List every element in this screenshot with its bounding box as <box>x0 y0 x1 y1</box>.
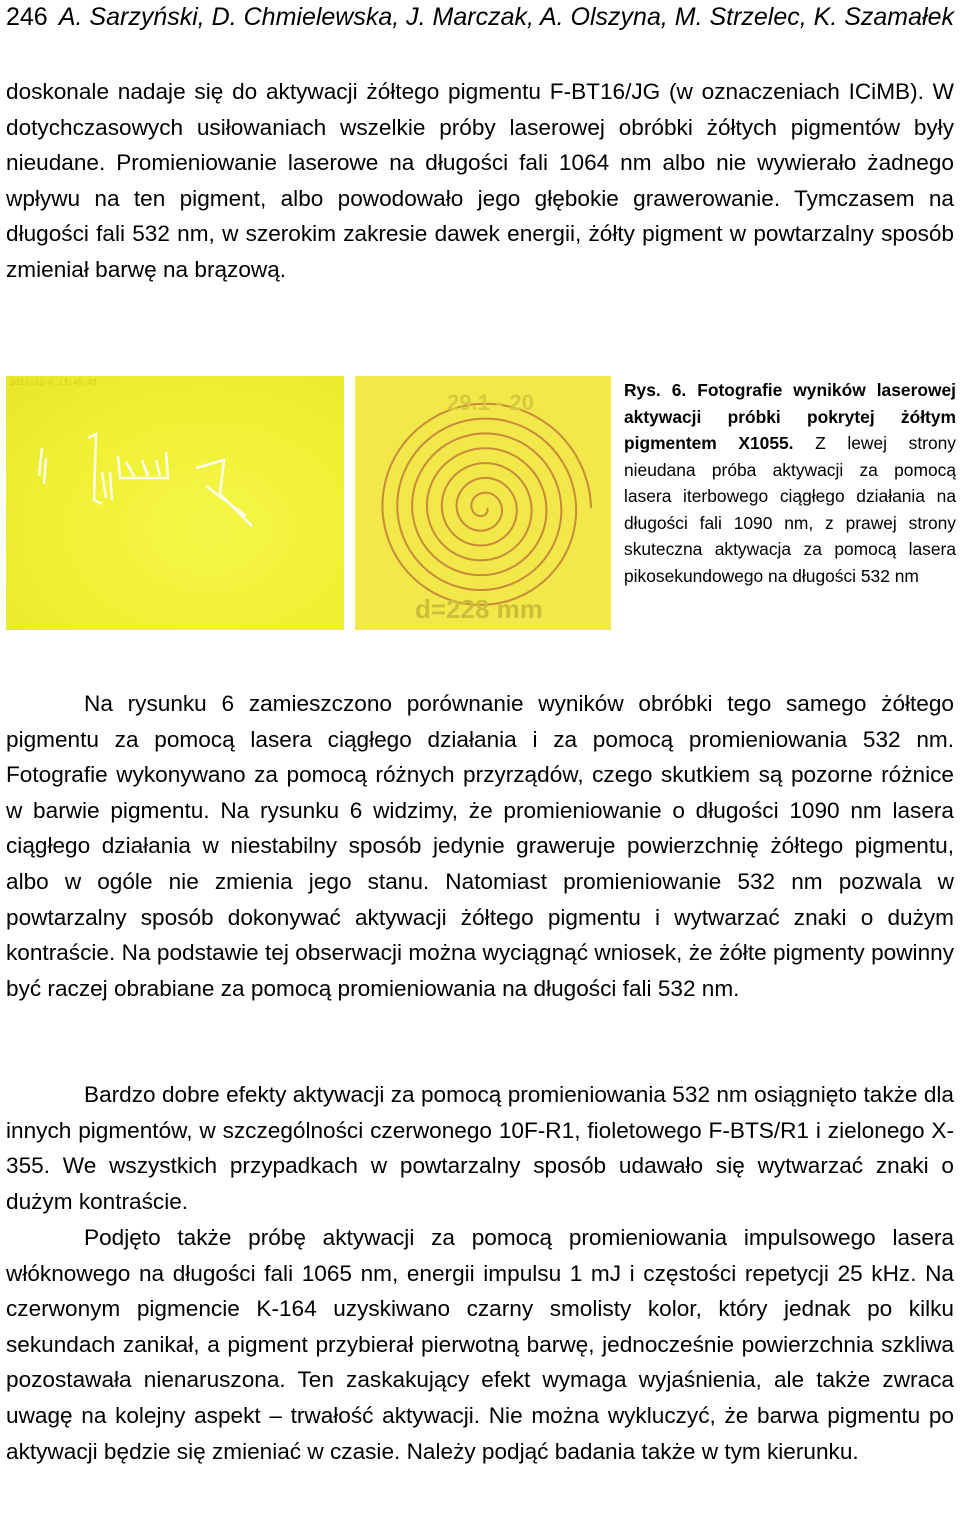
photo-label-top: 29.1 - 20 <box>447 390 534 415</box>
paragraph-other-pigments: Bardzo dobre efekty aktywacji za pomocą promieniowania 532 nm osiągnięto także dla innych pigmentów, w szczególności czerwonego 10F-R1, fioletowego F-BTS/R1 i zielonego X-355. We wszystkich przypadkach w powtarzalny sposób udawało się wytwarzać znaki o dużym kontraście. <box>6 1082 954 1214</box>
figure-photo-failed-activation <box>6 376 344 630</box>
figure-caption <box>624 377 956 589</box>
running-authors: A. Sarzyński, D. Chmielewska, J. Marczak, A. Olszyna, M. Strzelec, K. Szamałek <box>58 3 954 31</box>
figure-photo-successful-activation <box>355 376 611 630</box>
photo-label-bottom: d=228 mm <box>415 594 543 624</box>
page-header <box>6 0 954 34</box>
photo-timestamp: 2011-12-6 13:48:48 <box>10 378 97 387</box>
engraving-marks <box>6 376 344 630</box>
paragraph-fiber-laser: Podjęto także próbę aktywacji za pomocą promieniowania impulsowego lasera włóknowego na długości fali 1065 nm, energii impulsu 1 mJ i częstości repetycji 25 kHz. Na czerwonym pigmencie K-164 uzyskiwano czarny smolisty kolor, który jednak po kilku sekundach zanikał, a pigment przybierał pierwotną barwę, jednocześnie powierzchnia szkliwa pozostawała nienaruszona. Ten zaskakujący efekt wymaga wyjaśnienia, ale także zwraca uwagę na kolejny aspekt – trwałość aktywacji. Nie można wykluczyć, że barwa pigmentu po aktywacji będzie się zmieniać w czasie. Należy podjąć badania także w tym kierunku. <box>6 1225 954 1464</box>
paragraph-comparison: Na rysunku 6 zamieszczono porównanie wyników obróbki tego samego żółtego pigmentu za pomocą lasera ciągłego działania i za pomocą promieniowania 532 nm. Fotografie wykonywano za pomocą różnych przyrządów, czego skutkiem są pozorne różnice w barwie pigmentu. Na rysunku 6 widzimy, że promieniowanie o długości 1090 nm lasera ciągłego działania w niestabilny sposób jedynie graweruje powierzchnię żółtego pigmentu, albo w ogóle nie zmienia jego stanu. Natomiast promieniowanie 532 nm pozwala w powtarzalny sposób dokonywać aktywacji żółtego pigmentu i wytwarzać znaki o dużym kontraście. Na podstawie tej obserwacji można wyciągnąć wniosek, że żółte pigmenty powinny być raczej obrabiane za pomocą promieniowania na długości fali 532 nm. <box>6 691 954 1001</box>
caption-text: Z lewej strony nieudana próba aktywacji za pomocą lasera iterbowego ciągłego działania na długości fali 1090 nm, z prawej strony skuteczna aktywacja za pomocą lasera pikosekundowego na długości 532 nm <box>624 433 956 586</box>
page-number: 246 <box>6 3 48 31</box>
spiral-line <box>382 404 591 605</box>
paragraph-intro: doskonale nadaje się do aktywacji żółtego pigmentu F-BT16/JG (w oznaczeniach ICiMB). W dotychczasowych usiłowaniach wszelkie próby laserowej obróbki żółtych pigmentów były nieudane. Promieniowanie laserowe na długości fali 1064 nm albo nie wywierało żadnego wpływu na ten pigment, albo powodowało jego głębokie grawerowanie. Tymczasem na długości fali 532 nm, w szerokim zakresie dawek energii, żółty pigment w powtarzalny sposób zmieniał barwę na brązową. <box>6 79 954 282</box>
caption-title: Rys. 6. Fotografie wyników laserowej aktywacji próbki pokrytej żółtym pigmentem X1055. <box>624 380 956 453</box>
spiral-engraving <box>355 376 611 630</box>
